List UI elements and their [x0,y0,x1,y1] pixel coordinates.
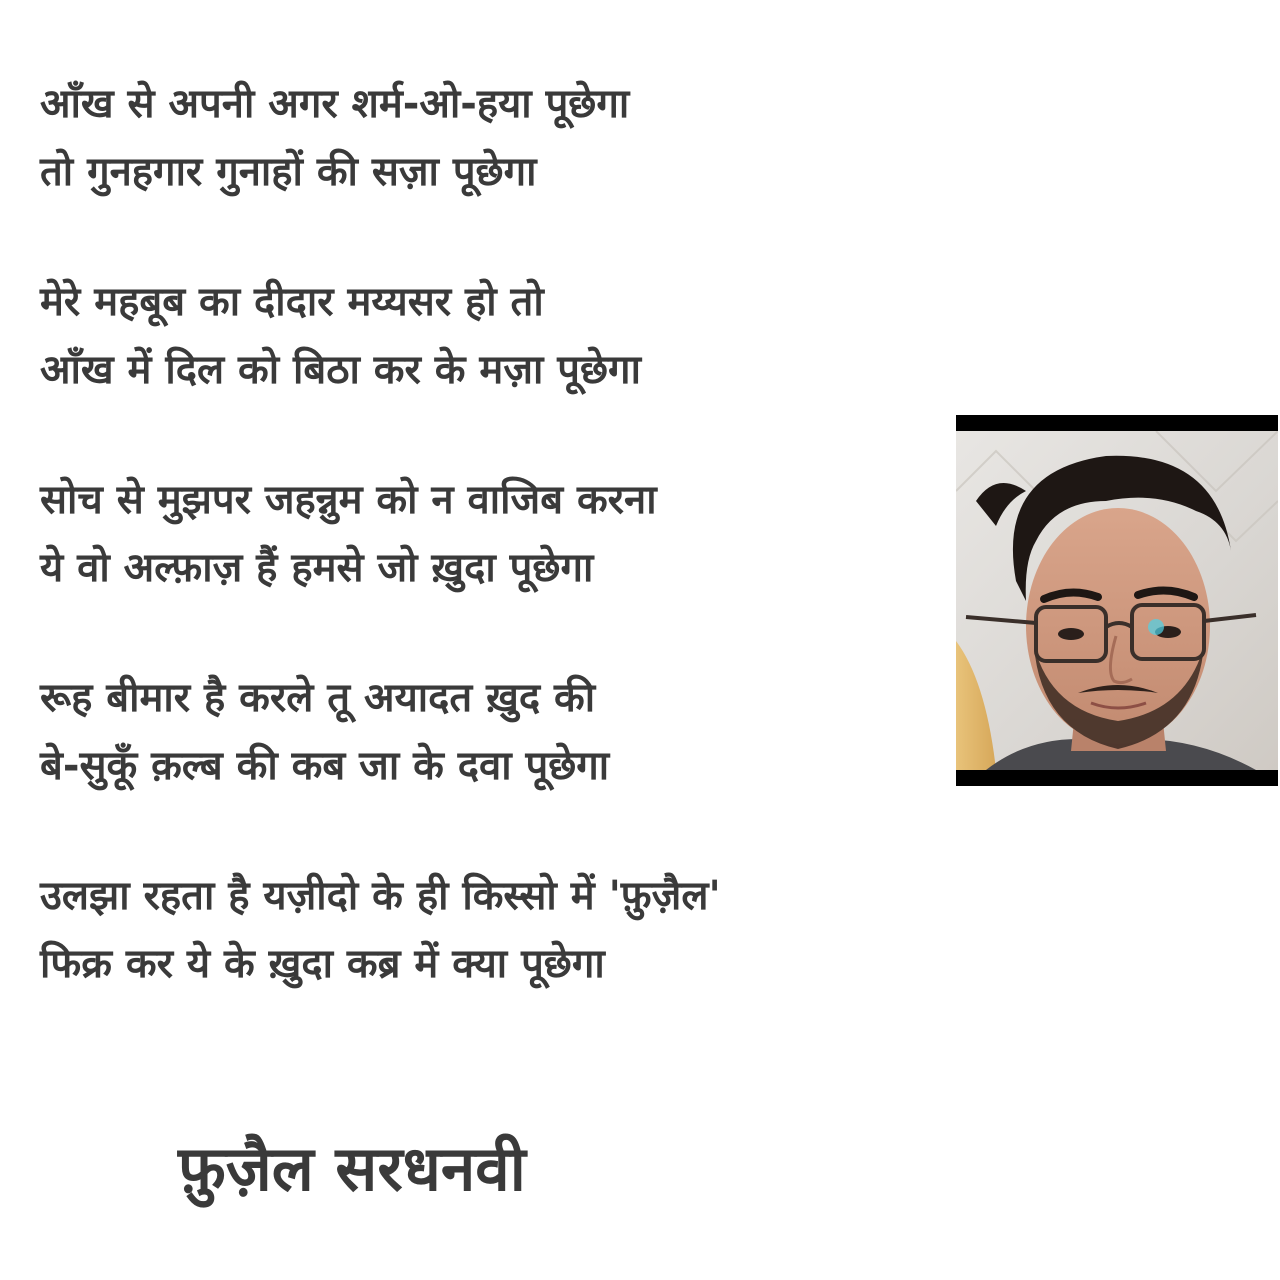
stanza [40,466,920,602]
poet-photo [956,415,1278,786]
poem-line: आँख में दिल को बिठा कर के मज़ा पूछेगा [40,347,641,393]
stanza [40,268,920,404]
poem-line: बे-सुकूँ क़ल्ब की कब जा के दवा पूछेगा [40,743,610,789]
poem-line: उलझा रहता है यज़ीदो के ही किस्सो में 'फ़ुज़ैल' [40,873,721,919]
poem-line: मेरे महबूब का दीदार मय्यसर हो तो [40,279,544,325]
poem-line: ये वो अल्फ़ाज़ हैं हमसे जो ख़ुदा पूछेगा [40,545,594,591]
stanza [40,664,920,800]
stanza [40,70,920,206]
poem-line: तो गुनहगार गुनाहों की सज़ा पूछेगा [40,149,537,195]
poem-line: आँख से अपनी अगर शर्म-ओ-हया पूछेगा [40,81,630,127]
poet-signature: फ़ुज़ैल सरधनवी [178,1132,526,1205]
poem-body [40,70,920,1060]
poem-line: रूह बीमार है करले तू अयादत ख़ुद की [40,675,596,721]
portrait-illustration [956,431,1278,770]
poem-line: फिक्र कर ये के ख़ुदा कब्र में क्या पूछेगा [40,941,605,987]
poem-line: सोच से मुझपर जहन्नुम को न वाजिब करना [40,477,657,523]
stanza [40,862,920,998]
